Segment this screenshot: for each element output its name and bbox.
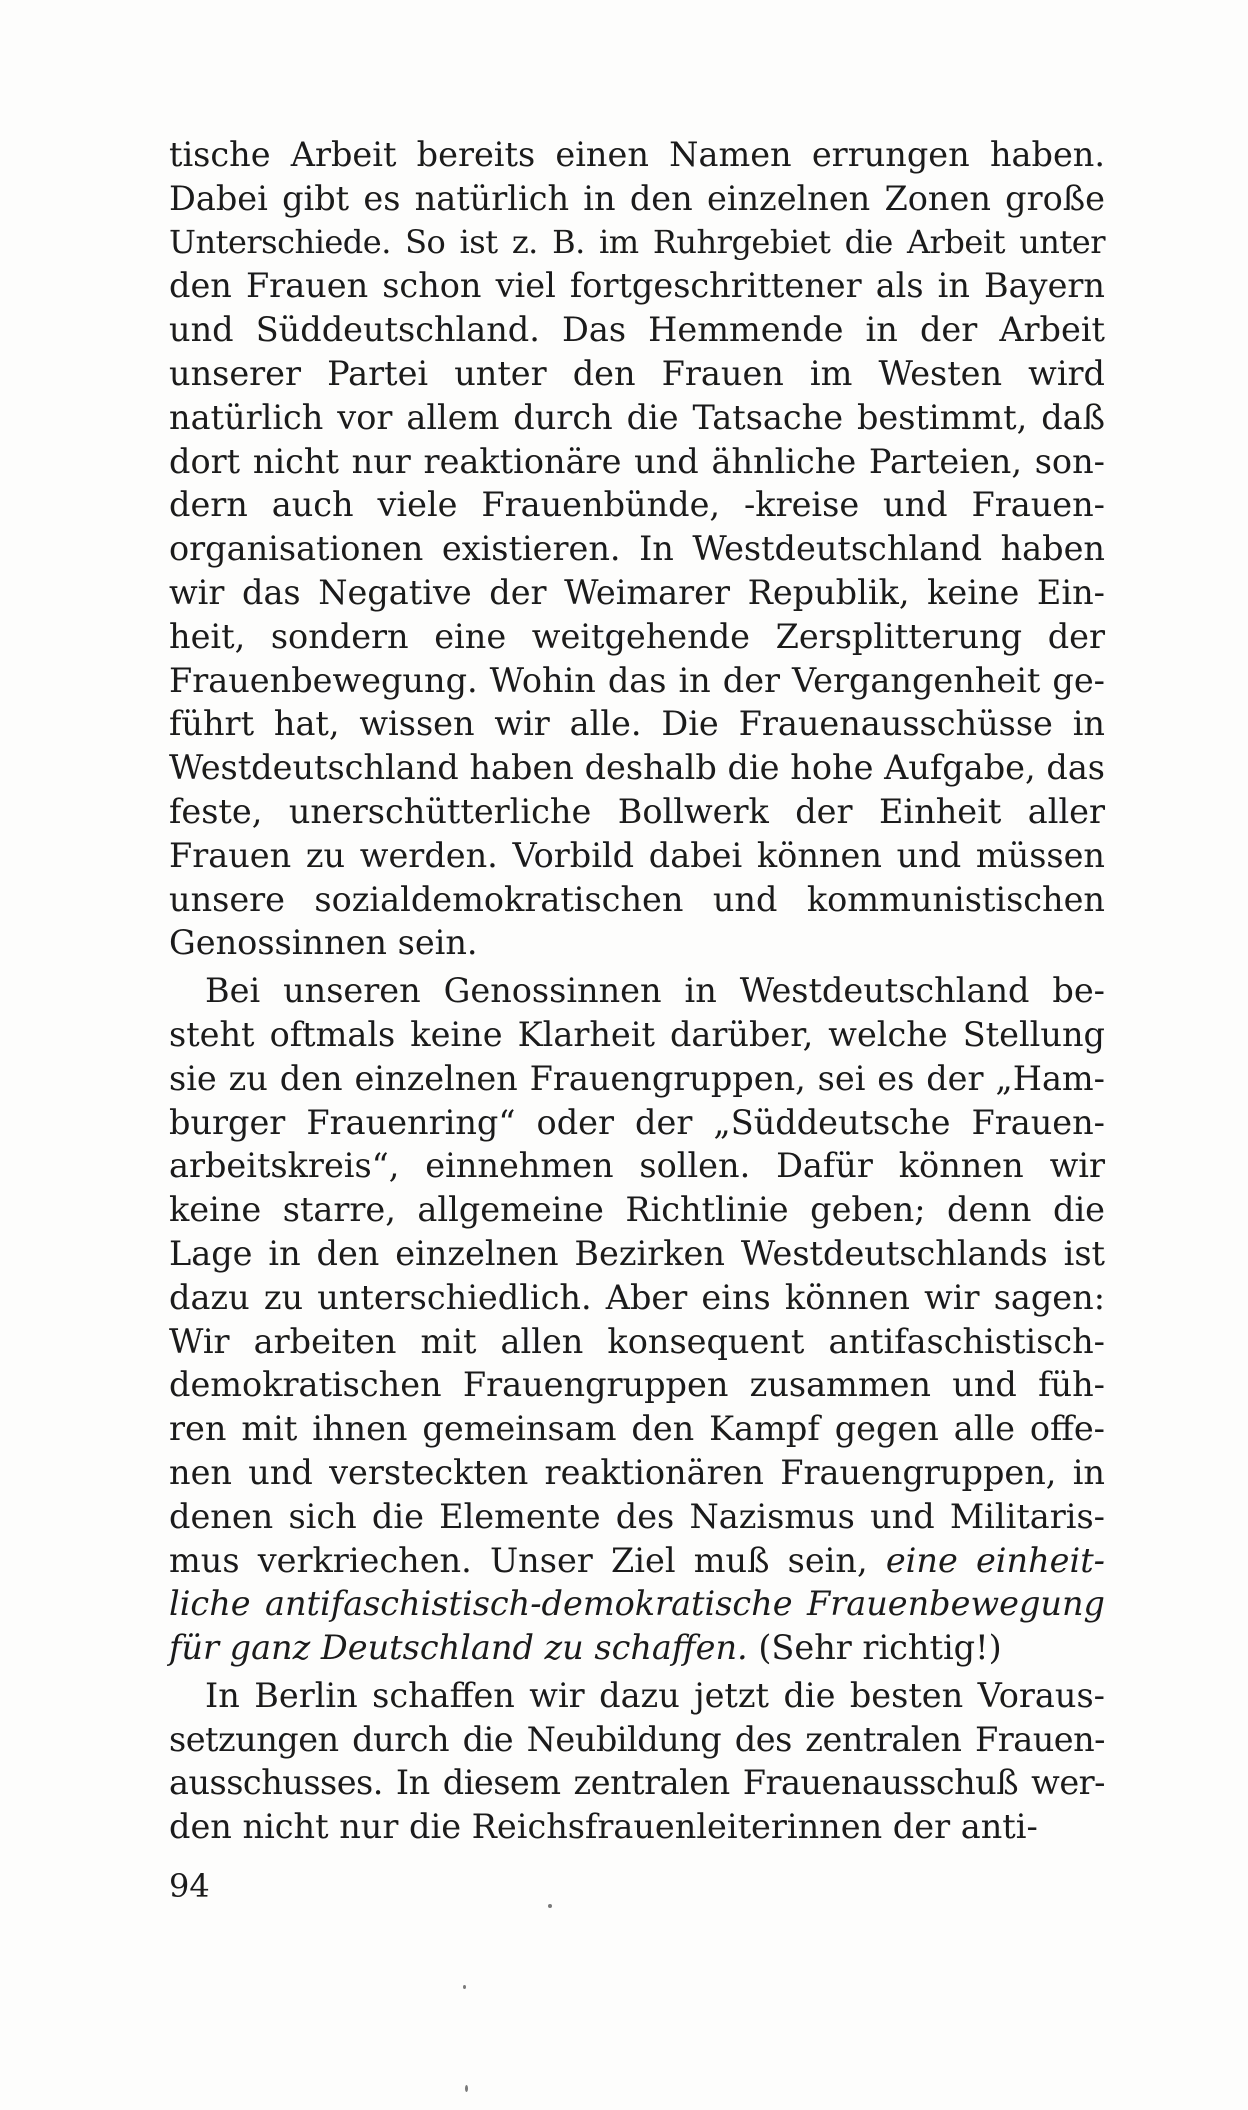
text-line <box>169 1582 1105 1626</box>
text-line <box>169 702 1105 746</box>
print-speck <box>548 1904 552 1908</box>
text-run: dern auch viele Frauenbünde, -kreise und Frauen- <box>169 485 1105 525</box>
text-line <box>169 1761 1105 1805</box>
text-run: dazu zu unterschiedlich. Aber eins können wir sagen: <box>169 1277 1105 1317</box>
text-line <box>169 1718 1105 1762</box>
text-run: den nicht nur die Reichsfrauenleiterinnen der anti- <box>169 1807 1038 1847</box>
text-line <box>169 1407 1105 1451</box>
text-line <box>169 1013 1105 1057</box>
text-run: feste, unerschütterliche Bollwerk der Einheit aller <box>169 791 1105 831</box>
text-run: den Frauen schon viel fortgeschrittener als in Bayern <box>169 266 1105 306</box>
text-run: Dabei gibt es natürlich in den einzelnen Zonen große <box>169 178 1105 218</box>
text-run: Lage in den einzelnen Bezirken Westdeutschlands ist <box>169 1233 1105 1273</box>
text-run: setzungen durch die Neubildung des zentralen Frauen- <box>169 1719 1105 1759</box>
text-run: Bei unseren Genossinnen in Westdeutschland be- <box>205 971 1105 1011</box>
text-line <box>169 1805 1105 1849</box>
text-line <box>169 483 1105 527</box>
italic-text: liche antifaschistisch-demokratische Frauenbewegung <box>169 1584 1105 1624</box>
text-line <box>169 1674 1105 1718</box>
text-line <box>169 1276 1105 1320</box>
text-line <box>169 746 1105 790</box>
text-line <box>169 1188 1105 1232</box>
paragraph <box>169 969 1105 1670</box>
text-run: demokratischen Frauengruppen zusammen und füh- <box>169 1365 1105 1405</box>
text-line <box>169 659 1105 703</box>
text-line <box>169 1101 1105 1145</box>
text-run: Genossinnen sein. <box>169 923 478 963</box>
text-run: mus verkriechen. Unser Ziel muß sein, <box>169 1540 886 1580</box>
text-run: Westdeutschland haben deshalb die hohe Aufgabe, das <box>169 748 1105 788</box>
text-line <box>169 396 1105 440</box>
text-line <box>169 221 1105 265</box>
text-run: nen und versteckten reaktionären Frauengruppen, in <box>169 1452 1105 1492</box>
text-line <box>169 921 1105 965</box>
page-number: 94 <box>169 1867 210 1905</box>
text-run: wir das Negative der Weimarer Republik, keine Ein- <box>169 572 1105 612</box>
text-run: ausschusses. In diesem zentralen Frauenausschuß wer- <box>169 1763 1105 1803</box>
text-run: heit, sondern eine weitgehende Zersplitterung der <box>169 616 1105 656</box>
paragraph <box>169 1674 1105 1849</box>
text-line <box>169 177 1105 221</box>
text-line <box>169 834 1105 878</box>
text-run: führt hat, wissen wir alle. Die Frauenausschüsse in <box>169 704 1105 744</box>
text-line <box>169 440 1105 484</box>
text-run: denen sich die Elemente des Nazismus und Militaris- <box>169 1496 1105 1536</box>
text-line <box>169 1539 1105 1583</box>
text-line <box>169 308 1105 352</box>
text-line <box>169 790 1105 834</box>
text-line <box>169 264 1105 308</box>
text-run: ren mit ihnen gemeinsam den Kampf gegen alle offe- <box>169 1409 1105 1449</box>
text-line <box>169 615 1105 659</box>
text-line <box>169 1626 1105 1670</box>
text-line <box>169 1232 1105 1276</box>
text-run: Unterschiede. So ist z. B. im Ruhrgebiet die Arbeit unter <box>169 222 1105 261</box>
text-run: Frauen zu werden. Vorbild dabei können und müssen <box>169 835 1105 875</box>
text-run: arbeitskreis“, einnehmen sollen. Dafür können wir <box>169 1146 1105 1186</box>
paragraph <box>169 133 1105 965</box>
text-line <box>169 1495 1105 1539</box>
text-run: sie zu den einzelnen Frauengruppen, sei es der „Ham- <box>169 1058 1105 1098</box>
text-run: unserer Partei unter den Frauen im Westen wird <box>169 353 1105 393</box>
text-run: (Sehr richtig!) <box>747 1628 1002 1668</box>
text-line <box>169 969 1105 1013</box>
text-run: steht oftmals keine Klarheit darüber, welche Stellung <box>169 1014 1105 1054</box>
text-line <box>169 1451 1105 1495</box>
text-line <box>169 1320 1105 1364</box>
text-run: organisationen existieren. In Westdeutschland haben <box>169 529 1105 569</box>
text-run: natürlich vor allem durch die Tatsache bestimmt, daß <box>169 397 1105 437</box>
text-line <box>169 1057 1105 1101</box>
text-run: burger Frauenring“ oder der „Süddeutsche Frauen- <box>169 1102 1105 1142</box>
print-speck <box>465 2085 468 2092</box>
italic-text: für ganz Deutschland zu schaffen. <box>169 1628 748 1668</box>
text-line <box>169 133 1105 177</box>
print-speck <box>463 1985 466 1989</box>
text-run: tische Arbeit bereits einen Namen errungen haben. <box>169 135 1105 174</box>
text-line <box>169 878 1105 922</box>
text-line <box>169 571 1105 615</box>
text-line <box>169 1144 1105 1188</box>
text-run: Wir arbeiten mit allen konsequent antifaschistisch- <box>169 1321 1105 1361</box>
text-run: unsere sozialdemokratischen und kommunistischen <box>169 879 1105 919</box>
text-run: Frauenbewegung. Wohin das in der Vergangenheit ge- <box>169 660 1105 700</box>
italic-text: eine einheit- <box>885 1540 1105 1580</box>
text-line <box>169 527 1105 571</box>
body-text <box>169 133 1105 1849</box>
text-run: dort nicht nur reaktionäre und ähnliche Parteien, son- <box>169 441 1105 481</box>
text-run: und Süddeutschland. Das Hemmende in der Arbeit <box>169 310 1105 350</box>
text-line <box>169 1363 1105 1407</box>
text-line <box>169 352 1105 396</box>
text-run: In Berlin schaffen wir dazu jetzt die besten Voraus- <box>205 1675 1105 1715</box>
text-run: keine starre, allgemeine Richtlinie geben; denn die <box>169 1190 1105 1230</box>
